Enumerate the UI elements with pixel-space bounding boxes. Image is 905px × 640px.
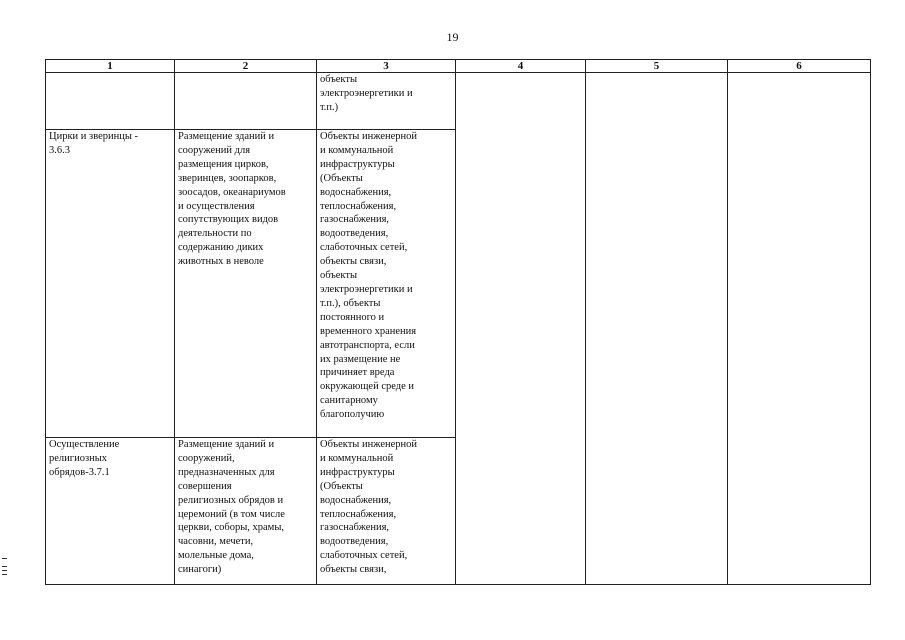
table-cell-description [175, 73, 317, 130]
table-row [46, 73, 871, 130]
margin-tick-mark [2, 566, 7, 567]
column-header-5: 5 [586, 60, 728, 73]
page-number: 19 [446, 30, 459, 44]
column-header-4: 4 [456, 60, 586, 73]
column-header-3: 3 [317, 60, 456, 73]
column-header-2: 2 [175, 60, 317, 73]
margin-tick-mark [2, 574, 7, 575]
table-cell-auxiliary-uses [317, 73, 456, 130]
table-cell-column-5 [586, 73, 728, 585]
margin-tick-mark [2, 570, 7, 571]
cell-text: Размещение зданий и сооружений для размещения цирков, зверинцев, зоопарков, зоосадов, океанариумов и осуществления сопутствующих видов деятельности по содержанию диких животных в неволе [178, 131, 286, 268]
table-cell-auxiliary-uses [317, 130, 456, 438]
table-cell-column-4 [456, 73, 586, 585]
table-header-row [46, 60, 871, 73]
table-cell-description [175, 130, 317, 438]
column-header-6: 6 [728, 60, 871, 73]
cell-text: Осуществление религиозных обрядов-3.7.1 [49, 439, 120, 478]
table-cell-column-6 [728, 73, 871, 585]
cell-text: Объекты инженерной и коммунальной инфраструктуры (Объекты водоснабжения, теплоснабжения, газоснабжения, водоотведения, слаботочных сетей, объекты связи, объекты электроэнергетики и т.п.), объекты постоянного и временного хранения автотранспорта, если их размещение не причиняет вреда окружающей среде и санитарному благополучию [320, 131, 418, 421]
cell-text: Цирки и зверинцы - 3.6.3 [49, 131, 139, 156]
cell-text: объекты электроэнергетики и т.п.) [320, 74, 413, 113]
table-cell-use-type [46, 438, 175, 585]
margin-tick-mark [2, 558, 7, 559]
column-header-1: 1 [46, 60, 175, 73]
table-cell-description [175, 438, 317, 585]
cell-text: Размещение зданий и сооружений, предназначенных для совершения религиозных обрядов и церемоний (в том числе церкви, соборы, храмы, часовни, мечети, молельные дома, синагоги) [178, 439, 285, 576]
table-cell-use-type [46, 73, 175, 130]
table-cell-use-type [46, 130, 175, 438]
table-cell-auxiliary-uses [317, 438, 456, 585]
cell-text: Объекты инженерной и коммунальной инфраструктуры (Объекты водоснабжения, теплоснабжения, газоснабжения, водоотведения, слаботочных сетей, объекты связи, [320, 439, 418, 576]
regulation-table [45, 59, 871, 585]
